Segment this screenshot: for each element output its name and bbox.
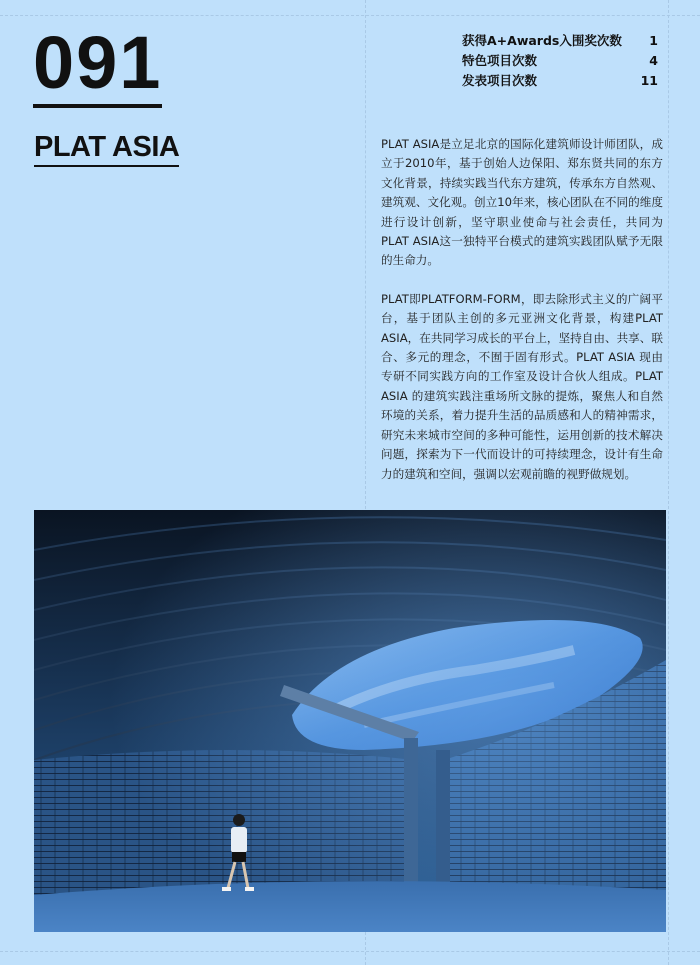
architecture-photo-icon bbox=[34, 510, 666, 932]
stat-label: 特色项目次数 bbox=[462, 53, 538, 68]
page-title: PLAT ASIA bbox=[34, 132, 179, 167]
stats-list bbox=[462, 31, 658, 91]
stat-row bbox=[462, 51, 658, 71]
stat-value: 4 bbox=[649, 53, 658, 68]
guide-line-horizontal bbox=[0, 15, 700, 16]
stat-label: 获得A+Awards入围奖次数 bbox=[462, 33, 622, 48]
description-paragraph: PLAT ASIA是立足北京的国际化建筑师设计师团队，成立于2010年，基于创始人边保阳、郑东贤共同的东方文化背景，持续实践当代东方建筑，传承东方自然观、建筑观、文化观。创立10年来，核心团队在不同的维度进行设计创新，坚守职业使命与社会责任，共同为PLAT ASIA这一独特平台模式的建筑实践团队赋予无限的生命力。 bbox=[381, 137, 663, 268]
description bbox=[381, 135, 663, 503]
page-number: 091 bbox=[33, 26, 162, 108]
stat-label: 发表项目次数 bbox=[462, 73, 538, 88]
stat-row bbox=[462, 31, 658, 51]
guide-line-horizontal bbox=[0, 951, 700, 952]
stat-value: 11 bbox=[640, 73, 658, 88]
description-paragraph: PLAT即PLATFORM-FORM，即去除形式主义的广阔平台，基于团队主创的多元亚洲文化背景，构建PLAT ASIA，在共同学习成长的平台上，坚持自由、共享、联合、多元的理念，不囿于固有形式。PLAT ASIA 现由专研不同实践方向的工作室及设计合伙人组成。PLAT ASIA 的建筑实践注重场所文脉的提炼，聚焦人和自然环境的关系，着力提升生活的品质感和人的精神需求，研究未来城市空间的多种可能性，运用创新的技术解决问题，探索为下一代而设计的可持续理念，设计有生命力的建筑和空间，强调以宏观前瞻的视野做规划。 bbox=[381, 291, 663, 481]
stat-row bbox=[462, 71, 658, 91]
guide-line-vertical bbox=[668, 0, 669, 965]
stat-value: 1 bbox=[649, 33, 658, 48]
architecture-photo bbox=[34, 510, 666, 932]
